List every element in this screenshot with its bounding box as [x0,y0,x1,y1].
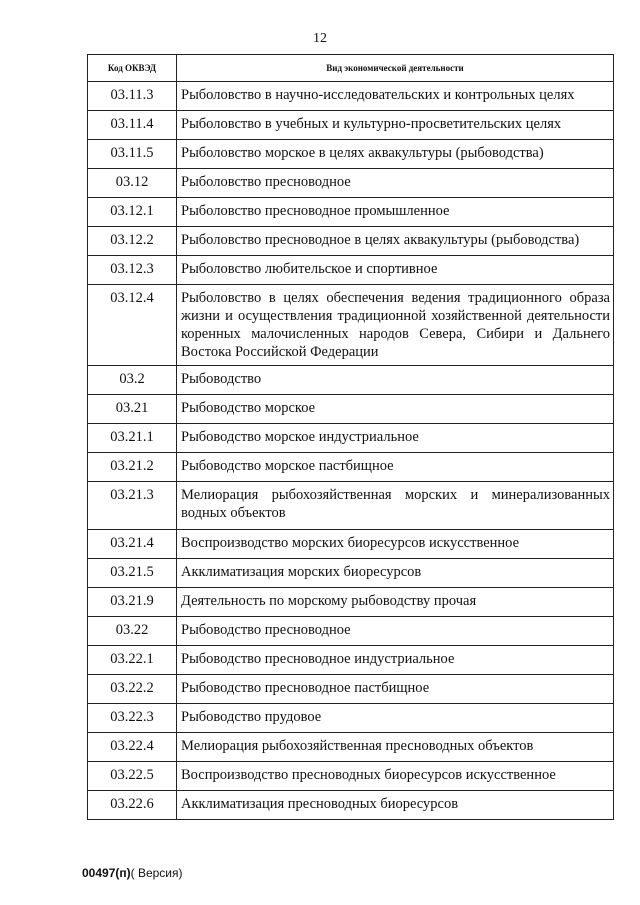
table-row [88,791,614,820]
table-row [88,559,614,588]
activity-name-cell: Воспроизводство пресноводных биоресурсов искусственное [177,762,614,791]
activity-name-cell: Рыболовство в научно-исследовательских и контрольных целях [177,82,614,111]
activity-name-cell: Мелиорация рыбохозяйственная пресноводных объектов [177,733,614,762]
okved-code-cell: 03.22.2 [88,675,177,704]
activity-name-cell: Акклиматизация морских биоресурсов [177,559,614,588]
table-row [88,704,614,733]
table-row [88,395,614,424]
okved-code-cell: 03.21.4 [88,530,177,559]
table-row [88,285,614,366]
activity-name-cell: Рыбоводство морское [177,395,614,424]
activity-name-cell: Рыбоводство морское пастбищное [177,453,614,482]
table-row [88,617,614,646]
table-row [88,82,614,111]
table-row [88,111,614,140]
okved-code-cell: 03.11.5 [88,140,177,169]
footer-doc-code: 00497(п) [82,866,131,880]
okved-code-cell: 03.22.6 [88,791,177,820]
activity-name-cell: Акклиматизация пресноводных биоресурсов [177,791,614,820]
activity-name-cell: Рыболовство пресноводное [177,169,614,198]
table-row [88,453,614,482]
okved-table [87,54,614,820]
activity-name-cell: Рыболовство морское в целях аквакультуры (рыбоводства) [177,140,614,169]
table-row [88,588,614,617]
activity-name-cell: Рыболовство любительское и спортивное [177,256,614,285]
table-row [88,227,614,256]
table-body [88,82,614,820]
activity-name-cell: Рыболовство пресноводное в целях аквакультуры (рыбоводства) [177,227,614,256]
table-row [88,256,614,285]
activity-name-cell: Рыбоводство прудовое [177,704,614,733]
okved-code-cell: 03.22.3 [88,704,177,733]
footer [82,866,183,880]
okved-code-cell: 03.21 [88,395,177,424]
table-row [88,198,614,227]
table-row [88,424,614,453]
activity-name-cell: Мелиорация рыбохозяйственная морских и минерализованных водных объектов [177,482,614,530]
okved-code-cell: 03.12.2 [88,227,177,256]
column-header-code: Код ОКВЭД [88,55,177,82]
table-row [88,366,614,395]
table-row [88,762,614,791]
okved-code-cell: 03.2 [88,366,177,395]
activity-name-cell: Рыбоводство морское индустриальное [177,424,614,453]
okved-code-cell: 03.12.3 [88,256,177,285]
okved-code-cell: 03.21.3 [88,482,177,530]
table-row [88,646,614,675]
table-row [88,530,614,559]
activity-name-cell: Рыболовство в учебных и культурно-просветительских целях [177,111,614,140]
table-row [88,675,614,704]
okved-code-cell: 03.22.5 [88,762,177,791]
okved-code-cell: 03.12 [88,169,177,198]
activity-name-cell: Деятельность по морскому рыбоводству прочая [177,588,614,617]
okved-code-cell: 03.21.2 [88,453,177,482]
okved-code-cell: 03.22.1 [88,646,177,675]
activity-name-cell: Рыбоводство пресноводное [177,617,614,646]
okved-code-cell: 03.12.4 [88,285,177,366]
okved-code-cell: 03.22 [88,617,177,646]
activity-name-cell: Рыбоводство [177,366,614,395]
okved-code-cell: 03.11.4 [88,111,177,140]
okved-code-cell: 03.22.4 [88,733,177,762]
table-row [88,169,614,198]
okved-code-cell: 03.21.9 [88,588,177,617]
table-header-row [88,55,614,82]
table-row [88,733,614,762]
okved-code-cell: 03.21.1 [88,424,177,453]
activity-name-cell: Рыболовство в целях обеспечения ведения традиционного образа жизни и осуществления традиционной хозяйственной деятельности коренных малочисленных народов Севера, Сибири и Дальнего Востока Российской Федерации [177,285,614,366]
activity-name-cell: Рыбоводство пресноводное пастбищное [177,675,614,704]
activity-name-cell: Воспроизводство морских биоресурсов искусственное [177,530,614,559]
table-row [88,482,614,530]
page-number: 12 [313,31,327,46]
okved-code-cell: 03.11.3 [88,82,177,111]
activity-name-cell: Рыбоводство пресноводное индустриальное [177,646,614,675]
column-header-name: Вид экономической деятельности [177,55,614,82]
table-row [88,140,614,169]
footer-version: ( Версия) [130,866,183,880]
activity-name-cell: Рыболовство пресноводное промышленное [177,198,614,227]
okved-code-cell: 03.21.5 [88,559,177,588]
okved-code-cell: 03.12.1 [88,198,177,227]
